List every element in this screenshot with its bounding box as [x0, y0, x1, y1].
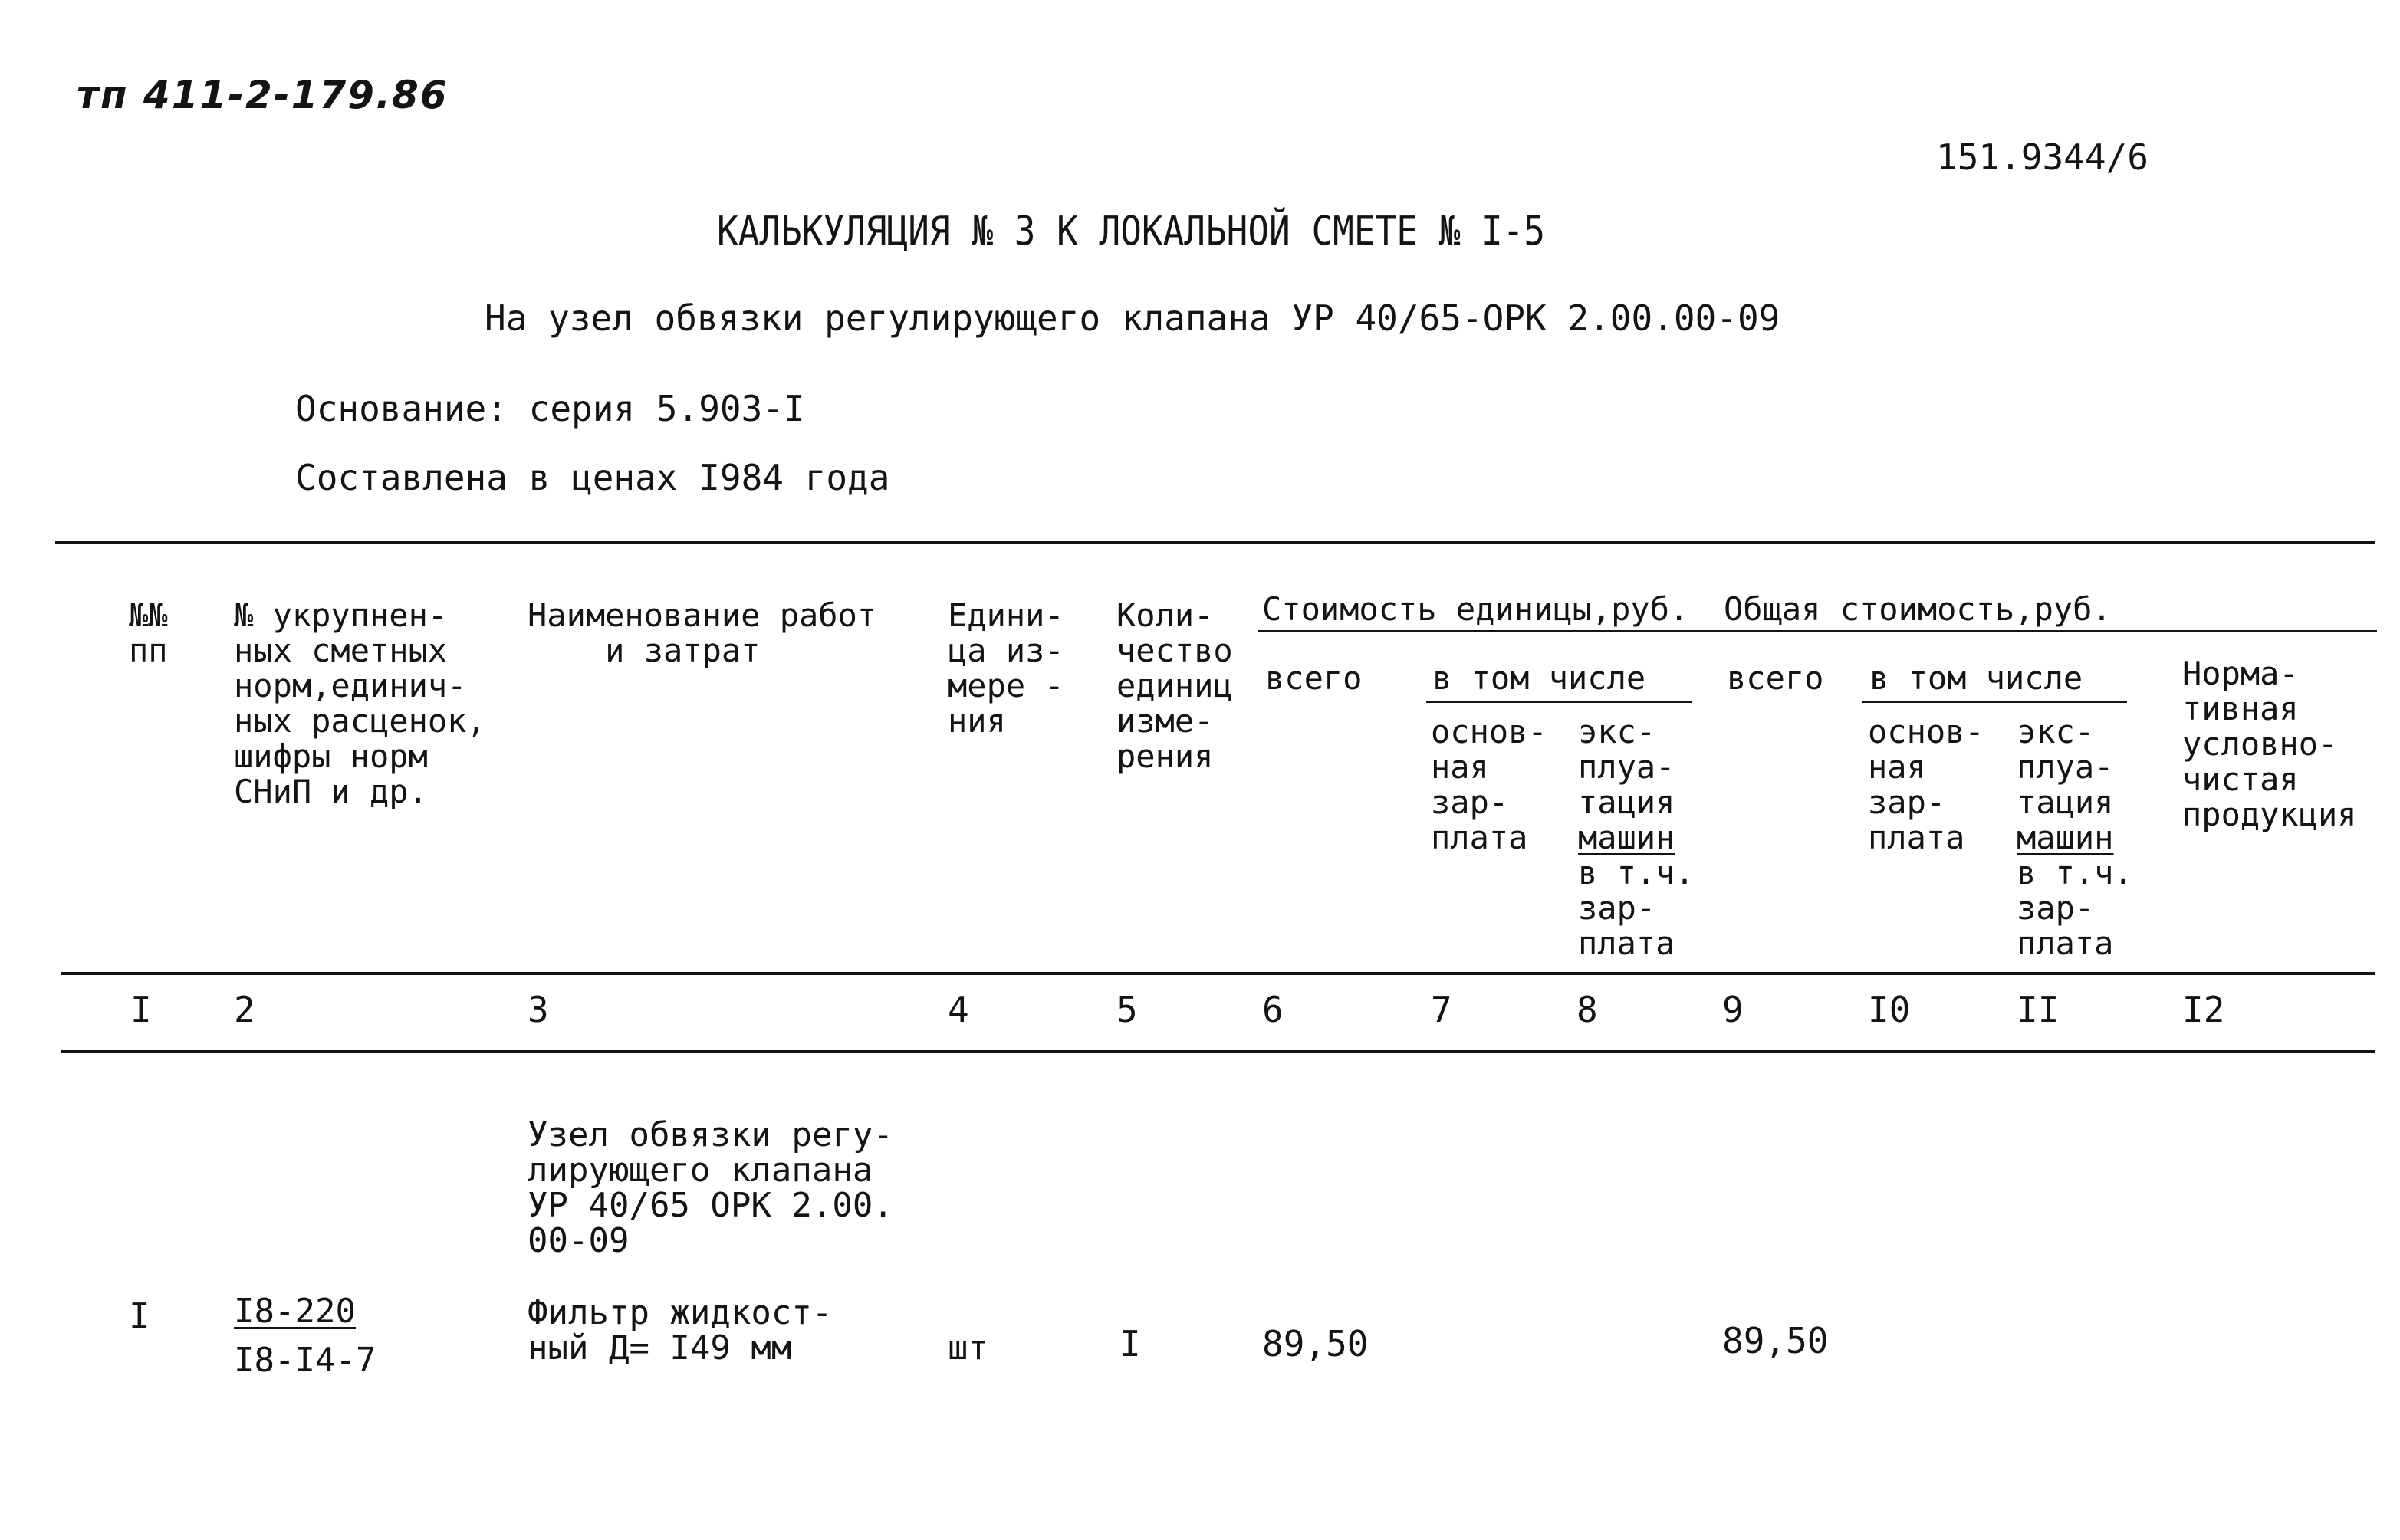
row-code-bottom: I8-I4-7	[234, 1341, 376, 1380]
column-number: 4	[948, 989, 969, 1030]
page-title: КАЛЬКУЛЯЦИЯ № 3 К ЛОКАЛЬНОЙ СМЕТЕ № I-5	[717, 207, 1546, 255]
header-unit-machines-top: экс- плуа- тация	[1578, 713, 1675, 821]
column-number: I0	[1868, 989, 1911, 1030]
header-total-incl: в том числе	[1869, 659, 2083, 697]
table-top-rule	[55, 541, 2375, 544]
header-col-unit: Едини- ца из- мере - ния	[948, 596, 1064, 740]
column-number: 7	[1431, 989, 1452, 1030]
row-quantity: I	[1119, 1323, 1141, 1364]
column-number: 9	[1722, 989, 1744, 1030]
column-number: I	[130, 989, 152, 1030]
document-number: 151.9344/6	[1936, 136, 2148, 178]
header-unit-machines: машин	[1578, 819, 1675, 856]
header-col-norms: № укрупнен- ных сметных норм,единич- ных расценок, шифры норм СНиП и др.	[234, 596, 486, 810]
incl-rule-2	[1862, 701, 2127, 703]
column-number: 8	[1576, 989, 1598, 1030]
row-name: Фильтр жидкост- ный Д= I49 мм	[528, 1293, 833, 1368]
cost-header-rule	[1258, 630, 2377, 632]
header-col-number: №№ пп	[129, 596, 168, 669]
incl-rule-1	[1426, 701, 1692, 703]
header-total-machines-wage: в т.ч. зар- плата	[2017, 854, 2133, 962]
header-unit-incl: в том числе	[1432, 659, 1646, 697]
header-unit-machines-wage: в т.ч. зар- плата	[1578, 854, 1695, 962]
prices-line: Составлена в ценах I984 года	[295, 457, 890, 498]
column-number: I2	[2182, 989, 2225, 1030]
header-bottom-rule	[61, 972, 2375, 975]
numbers-bottom-rule	[61, 1050, 2375, 1053]
column-number: II	[2017, 989, 2060, 1030]
column-number: 2	[234, 989, 255, 1030]
subtitle: На узел обвязки регулирующего клапана УР 40/65-ОРК 2.00.00-09	[485, 297, 1780, 339]
header-total-machines-top: экс- плуа- тация	[2017, 713, 2114, 821]
header-total-total: всего	[1727, 659, 1824, 697]
row-code-top: I8-220	[234, 1292, 356, 1331]
row-unit-total: 89,50	[1262, 1323, 1369, 1364]
column-number: 6	[1262, 989, 1284, 1030]
header-total-basic-wage: основ- ная зар- плата	[1868, 713, 1984, 856]
header-unit-total: всего	[1265, 659, 1363, 697]
header-col-quantity: Коли- чество единиц изме- рения	[1116, 596, 1233, 775]
row-unit: шт	[948, 1328, 988, 1368]
section-title: Узел обвязки регу- лирующего клапана УР 40/65 ОРК 2.00. 00-09	[528, 1115, 893, 1260]
header-col-name: Наименование работ и затрат	[528, 596, 877, 669]
header-unit-cost: Стоимость единицы,руб.	[1262, 590, 1689, 628]
header-total-cost: Общая стоимость,руб.	[1724, 590, 2112, 628]
handwritten-stamp: тп 411-2-179.86	[77, 73, 449, 117]
header-unit-basic-wage: основ- ная зар- плата	[1431, 713, 1547, 856]
header-normative: Норма- тивная условно- чистая продукция	[2182, 655, 2357, 833]
basis-line: Основание: серия 5.903-I	[295, 388, 805, 429]
column-number: 3	[528, 989, 549, 1030]
row-total: 89,50	[1722, 1320, 1829, 1361]
header-total-machines: машин	[2017, 819, 2114, 856]
row-number: I	[129, 1295, 150, 1337]
column-number: 5	[1116, 989, 1138, 1030]
